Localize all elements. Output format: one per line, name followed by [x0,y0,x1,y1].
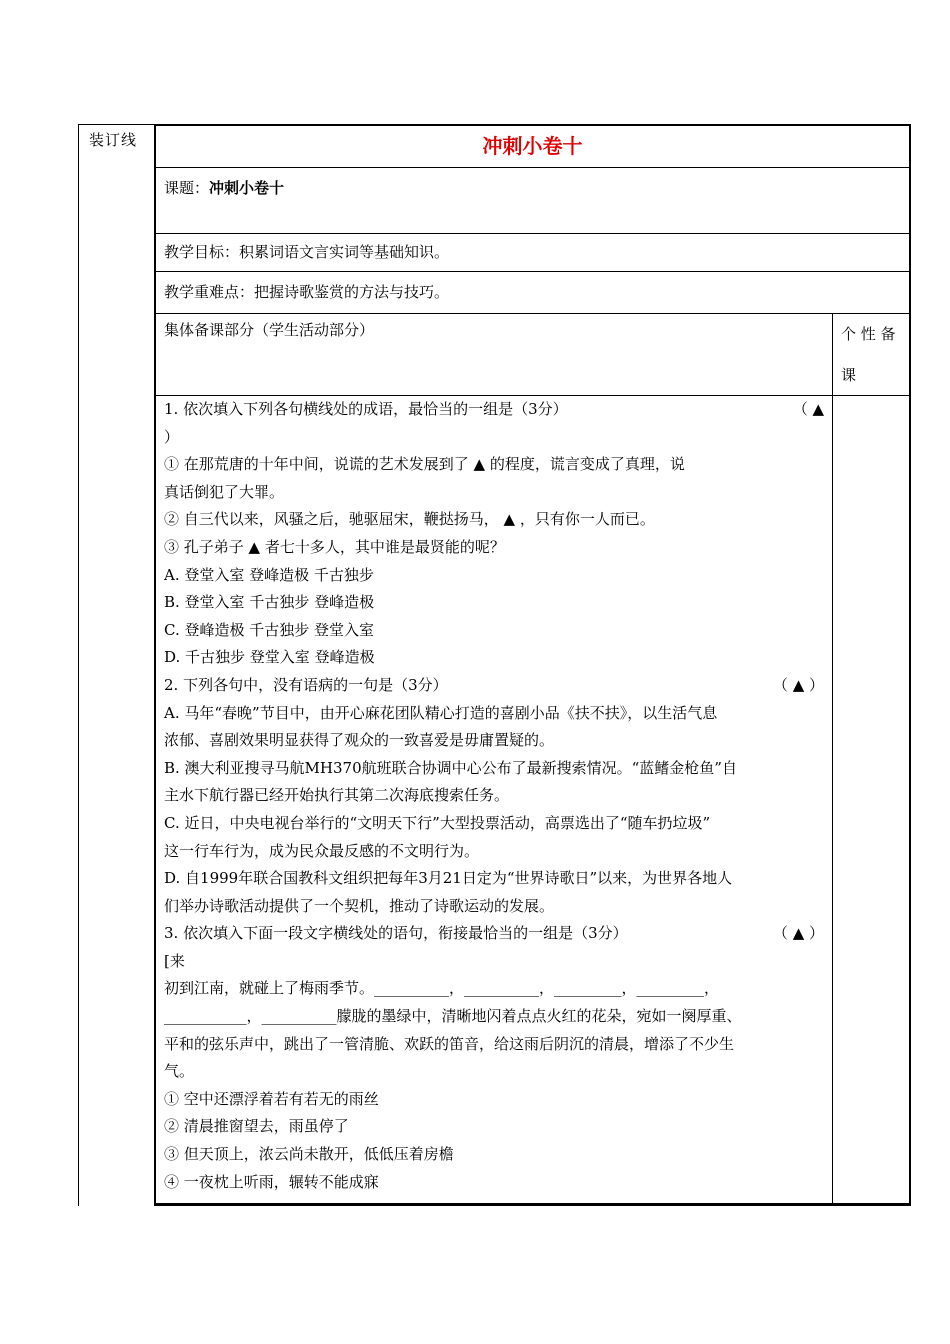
content-line: 气。 [164,1062,195,1081]
content-line: ① 空中还漂浮着若有若无的雨丝 [164,1089,379,1108]
title-row [156,126,909,168]
content-line: 浓郁、喜剧效果明显获得了观众的一致喜爱是毋庸置疑的。 [164,731,555,750]
content-line: ① 在那荒唐的十年中间，说谎的艺术发展到了 ▲ 的程度，谎言变成了真理，说 [164,455,685,474]
content-line: A. 马年“春晚”节目中，由开心麻花团队精心打造的喜剧小品《扶不扶》，以生活气息 [164,703,718,722]
binding-label: 装订线 [89,131,138,149]
content-line: C. 近日，中央电视台举行的“文明天下行”大型投票活动，高票选出了“随车扔垃圾” [164,813,711,832]
group-prep-label: 集体备课部分（学生活动部分） [164,321,375,339]
answer-mark: （ ▲ ） [772,675,824,694]
topic-row [156,168,909,234]
content-line: 2. 下列各句中，没有语病的一句是（3分） （ ▲ ） [164,672,824,700]
personal-prep-column [832,314,909,1204]
key-points-row [156,272,909,314]
content-line: 真话倒犯了大罪。 [164,482,285,501]
question-content [164,396,824,1196]
topic-label: 课题： [164,179,210,197]
content-line: 主水下航行器已经开始执行其第二次海底搜索任务。 [164,786,510,805]
content-line: ___________，__________朦胧的墨绿中，清晰地闪着点点火红的花朵，宛如一阕厚重、 [164,1007,742,1026]
content-line: 3. 依次填入下面一段文字横线处的语句，衔接最恰当的一组是（3分） （ ▲ ） [164,920,824,948]
lesson-table [154,124,911,1206]
topic-value: 冲刺小卷十 [209,179,285,197]
content-line: 平和的弦乐声中，跳出了一管清脆、欢跃的笛音，给这雨后阴沉的清晨，增添了不少生 [164,1034,735,1053]
content-line: ② 自三代以来，风骚之后，驰驱屈宋，鞭挞扬马， ▲ ，只有你一人而已。 [164,510,655,529]
content-line: 这一行车行为，成为民众最反感的不文明行为。 [164,841,480,860]
content-line: B. 澳大利亚搜寻马航MH370航班联合协调中心公布了最新搜索情况。“蓝鳍金枪鱼”自 [164,758,737,777]
personal-prep-line1: 个 性 备 [841,325,896,343]
content-line: 初到江南，就碰上了梅雨季节。__________，__________，_________，_________， [164,979,720,998]
teaching-key-points: 教学重难点：把握诗歌鉴赏的方法与技巧。 [164,283,450,301]
content-line: ② 清晨推窗望去，雨虽停了 [164,1117,349,1136]
page-title: 冲刺小卷十 [482,134,583,158]
goal-row [156,234,909,272]
personal-prep-label [841,314,907,396]
content-line: [来 [164,951,185,970]
content-line: D. 千古独步 登堂入室 登峰造极 [164,648,375,667]
content-line: ③ 孔子弟子 ▲ 者七十多人，其中谁是最贤能的呢？ [164,537,505,556]
content-line: 们举办诗歌活动提供了一个契机，推动了诗歌运动的发展。 [164,896,555,915]
content-line: D. 自1999年联合国教科文组织把每年3月21日定为“世界诗歌日”以来，为世界各地人 [164,869,733,888]
content-line: A. 登堂入室 登峰造极 千古独步 [164,565,374,584]
answer-mark: （ ▲ ） [772,924,824,943]
content-line: ） [164,427,180,446]
content-line: ④ 一夜枕上听雨，辗转不能成寐 [164,1172,379,1191]
content-line: C. 登峰造极 千古独步 登堂入室 [164,620,375,639]
teaching-goal: 教学目标：积累词语文言实词等基础知识。 [164,243,450,261]
topic-cell [164,176,284,200]
content-line: ③ 但天顶上，浓云尚未散开，低低压着房檐 [164,1145,454,1164]
prep-header-row [156,314,909,396]
personal-prep-line2: 课 [841,366,857,384]
content-line: B. 登堂入室 千古独步 登峰造极 [164,593,375,612]
answer-mark: （ ▲ [792,400,824,418]
content-line: 1. 依次填入下列各句横线处的成语，最恰当的一组是（3分） （ ▲ [164,396,824,424]
binding-column [78,124,154,1206]
